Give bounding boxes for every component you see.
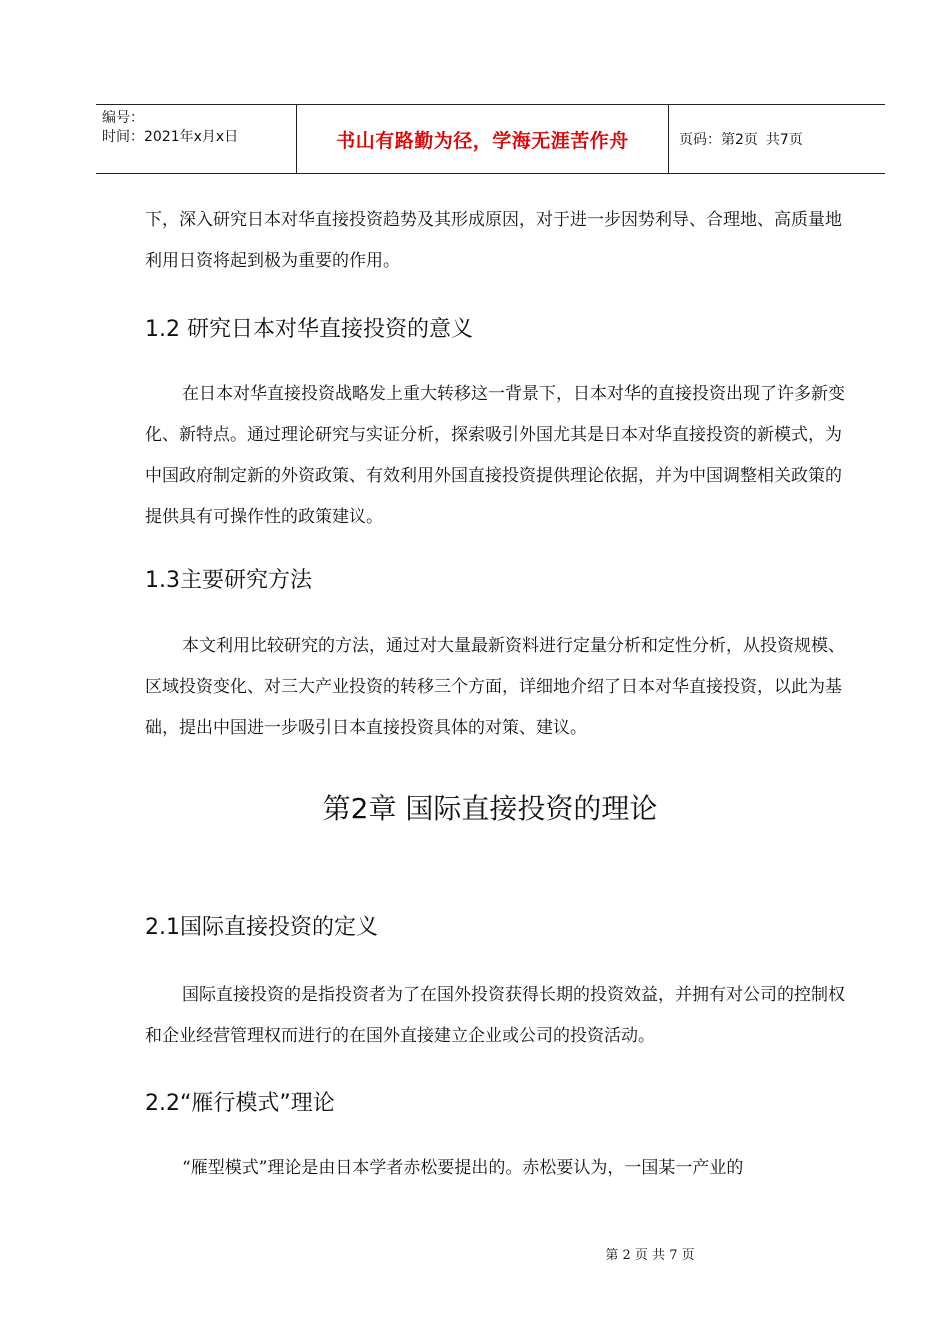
section-2-2-paragraph: “雁型模式”理论是由日本学者赤松要提出的。赤松要认为，一国某一产业的 (182, 1158, 744, 1178)
section-heading-2-1: 2.1国际直接投资的定义 (145, 915, 378, 940)
header-meta-cell (96, 105, 297, 173)
header-page-number: 页码：第2页 (679, 132, 758, 148)
header-motto: 书山有路勤为径，学海无涯苦作舟 (297, 105, 669, 173)
section-heading-1-3: 1.3主要研究方法 (145, 568, 312, 593)
document-number-label: 编号： (102, 110, 144, 126)
page-header (96, 104, 885, 174)
intro-paragraph: 下，深入研究日本对华直接投资趋势及其形成原因，对于进一步因势利导、合理地、高质量地利用日资将起到极为重要的作用。 (145, 210, 842, 271)
header-page-cell (669, 105, 885, 173)
chapter-2-title: 第2章 国际直接投资的理论 (322, 792, 658, 825)
header-page-total: 共7页 (765, 132, 803, 148)
section-heading-1-2: 1.2 研究日本对华直接投资的意义 (145, 317, 473, 342)
page-footer: 第 2 页 共 7 页 (605, 1248, 695, 1263)
section-heading-2-2: 2.2“雁行模式”理论 (145, 1091, 335, 1116)
document-time-label: 时间：2021年x月x日 (102, 129, 239, 145)
section-1-2-paragraph: 在日本对华直接投资战略发上重大转移这一背景下，日本对华的直接投资出现了许多新变化、新特点。通过理论研究与实证分析，探索吸引外国尤其是日本对华直接投资的新模式，为中国政府制定新的外资政策、有效利用外国直接投资提供理论依据，并为中国调整相关政策的提供具有可操作性的政策建议。 (145, 384, 845, 527)
section-1-3-paragraph: 本文利用比较研究的方法，通过对大量最新资料进行定量分析和定性分析，从投资规模、区域投资变化、对三大产业投资的转移三个方面，详细地介绍了日本对华直接投资，以此为基础，提出中国进一步吸引日本直接投资具体的对策、建议。 (145, 636, 845, 738)
section-2-1-paragraph: 国际直接投资的是指投资者为了在国外投资获得长期的投资效益，并拥有对公司的控制权和企业经营管理权而进行的在国外直接建立企业或公司的投资活动。 (145, 985, 845, 1046)
